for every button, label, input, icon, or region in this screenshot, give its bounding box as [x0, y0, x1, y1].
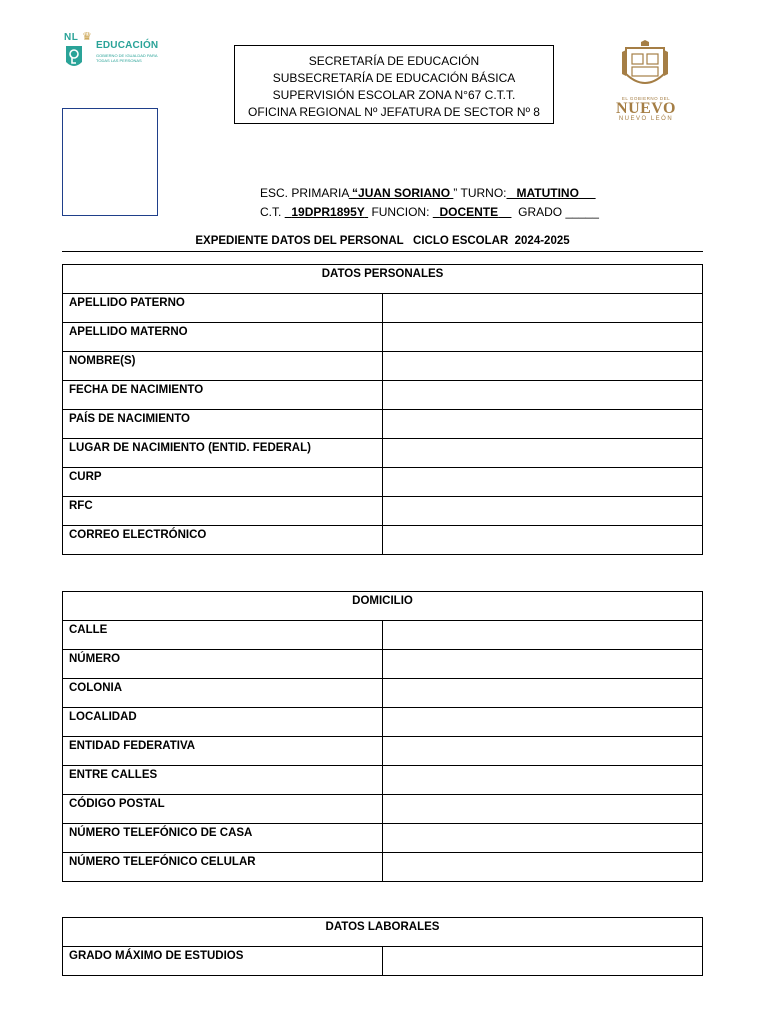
logo-education-tagline: GOBIERNO DE IGUALDAD PARA TODAS LAS PERSONAS [96, 53, 158, 63]
datos-laborales-table [62, 917, 703, 976]
field-value-cell[interactable] [383, 526, 703, 555]
turno-value: MATUTINO [516, 186, 579, 200]
datos-personales-table [62, 264, 703, 555]
crown-icon: ♛ [82, 31, 92, 43]
field-value-cell[interactable] [383, 352, 703, 381]
field-value-cell[interactable] [383, 497, 703, 526]
field-value-cell[interactable] [383, 679, 703, 708]
domicilio-table [62, 591, 703, 882]
table-row [63, 824, 703, 853]
table-row [63, 294, 703, 323]
table-row [63, 439, 703, 468]
section-title: DATOS LABORALES [63, 918, 703, 947]
nl-education-logo [62, 30, 162, 88]
table-row [63, 708, 703, 737]
table-row [63, 766, 703, 795]
table-row [63, 650, 703, 679]
field-value-cell[interactable] [383, 795, 703, 824]
logo-gobierno-small: EL GOBIERNO DEL [621, 96, 671, 101]
field-value-cell[interactable] [383, 410, 703, 439]
field-label: LUGAR DE NACIMIENTO (ENTID. FEDERAL) [63, 439, 383, 468]
field-label: CORREO ELECTRÓNICO [63, 526, 383, 555]
esc-close: ” TURNO: [453, 186, 507, 200]
funcion-value: DOCENTE [439, 205, 499, 219]
section-title: DOMICILIO [63, 592, 703, 621]
field-label: ENTRE CALLES [63, 766, 383, 795]
field-value-cell[interactable] [383, 824, 703, 853]
table-row [63, 381, 703, 410]
ct-value: 19DPR1895Y [291, 205, 365, 219]
table-row [63, 323, 703, 352]
field-label: CÓDIGO POSTAL [63, 795, 383, 824]
title-divider [62, 251, 703, 252]
field-label: NOMBRE(S) [63, 352, 383, 381]
field-value-cell[interactable] [383, 853, 703, 882]
field-label: NÚMERO TELEFÓNICO CELULAR [63, 853, 383, 882]
table-row [63, 679, 703, 708]
field-value-cell[interactable] [383, 323, 703, 352]
gobierno-nuevo-leon-logo [604, 40, 688, 124]
field-value-cell[interactable] [383, 621, 703, 650]
education-badge-icon [65, 44, 83, 70]
header-line: SUPERVISIÓN ESCOLAR ZONA N°67 C.T.T. [272, 88, 516, 102]
field-label: PAÍS DE NACIMIENTO [63, 410, 383, 439]
field-value-cell[interactable] [383, 294, 703, 323]
field-value-cell[interactable] [383, 708, 703, 737]
table-row [63, 621, 703, 650]
header-line: SECRETARÍA DE EDUCACIÓN [308, 54, 480, 68]
school-line-2 [260, 205, 599, 219]
grado-blank: _____ [565, 205, 599, 219]
photo-placeholder [62, 108, 158, 216]
field-label: CALLE [63, 621, 383, 650]
ct-label: C.T. [260, 205, 282, 219]
institution-header [234, 45, 554, 124]
field-label: NÚMERO TELEFÓNICO DE CASA [63, 824, 383, 853]
field-value-cell[interactable] [383, 737, 703, 766]
field-label: NÚMERO [63, 650, 383, 679]
document-title: EXPEDIENTE DATOS DEL PERSONAL CICLO ESCOLAR 2024-2025 [195, 235, 570, 247]
table-row [63, 795, 703, 824]
esc-value: “JUAN SORIANO [352, 186, 454, 200]
school-line-1 [260, 186, 596, 200]
field-label: APELLIDO PATERNO [63, 294, 383, 323]
logo-gobierno-sub: NUEVO LEÓN [618, 116, 674, 122]
field-label: CURP [63, 468, 383, 497]
section-title: DATOS PERSONALES [63, 265, 703, 294]
field-value-cell[interactable] [383, 766, 703, 795]
table-row [63, 947, 703, 976]
table-row [63, 497, 703, 526]
logo-nl-text: NL [64, 32, 79, 43]
field-label: ENTIDAD FEDERATIVA [63, 737, 383, 766]
field-label: APELLIDO MATERNO [63, 323, 383, 352]
funcion-label: FUNCION: [371, 205, 430, 219]
table-row [63, 352, 703, 381]
field-label: FECHA DE NACIMIENTO [63, 381, 383, 410]
logo-education-title: EDUCACIÓN [96, 40, 159, 51]
nuevo-leon-shield-icon [622, 40, 668, 94]
table-row [63, 853, 703, 882]
field-value-cell[interactable] [383, 439, 703, 468]
field-label: GRADO MÁXIMO DE ESTUDIOS [63, 947, 383, 976]
field-value-cell[interactable] [383, 381, 703, 410]
table-row [63, 737, 703, 766]
field-value-cell[interactable] [383, 650, 703, 679]
table-row [63, 410, 703, 439]
field-label: LOCALIDAD [63, 708, 383, 737]
header-line: OFICINA REGIONAL Nº JEFATURA DE SECTOR Nº 8 [248, 105, 540, 119]
header-line: SUBSECRETARÍA DE EDUCACIÓN BÁSICA [272, 71, 516, 85]
logo-gobierno-big: NUEVO [616, 100, 676, 117]
field-label: RFC [63, 497, 383, 526]
field-value-cell[interactable] [383, 947, 703, 976]
grado-label: GRADO [518, 205, 563, 219]
esc-label: ESC. PRIMARIA [260, 186, 349, 200]
table-row [63, 468, 703, 497]
table-row [63, 526, 703, 555]
field-value-cell[interactable] [383, 468, 703, 497]
field-label: COLONIA [63, 679, 383, 708]
